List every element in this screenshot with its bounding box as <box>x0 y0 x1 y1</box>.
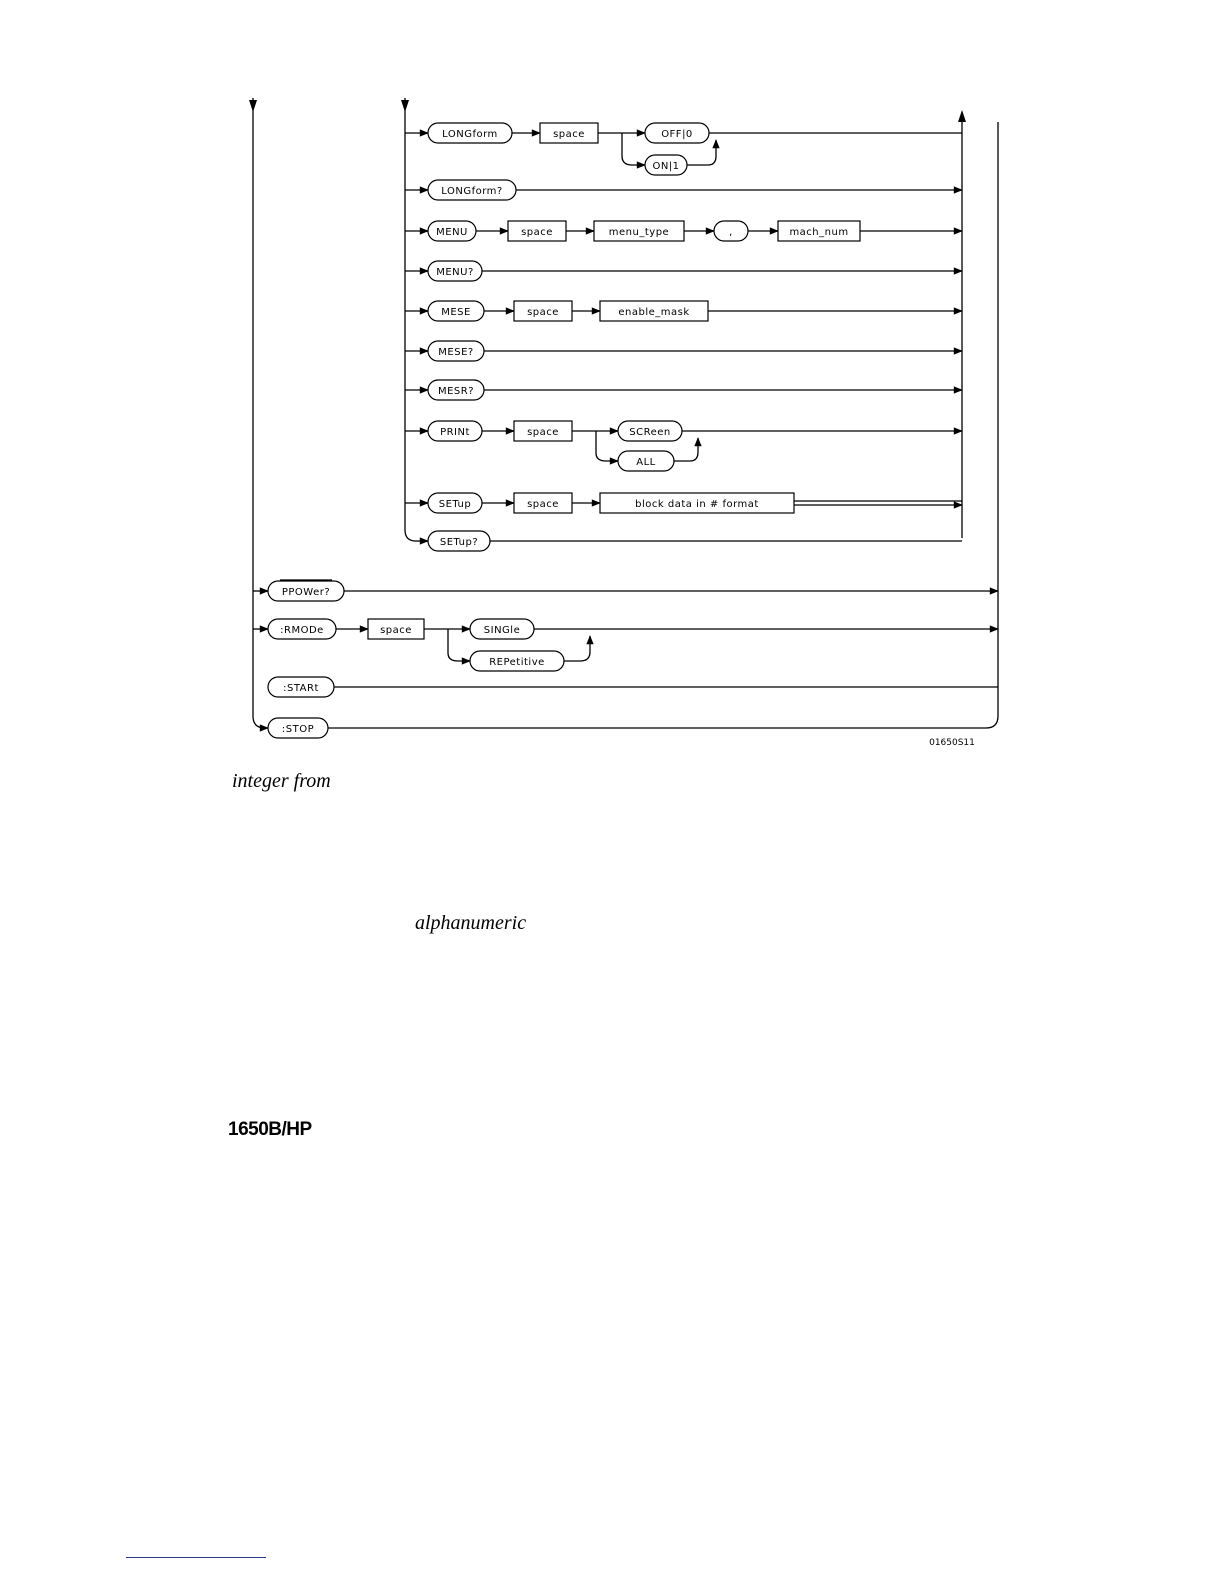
node-space-4-label: space <box>527 427 559 438</box>
node-all-label: ALL <box>636 457 656 468</box>
row-start <box>268 677 998 697</box>
row-rmode <box>253 619 998 671</box>
node-mese-query-label: MESE? <box>438 347 474 358</box>
node-space-5-label: space <box>527 499 559 510</box>
node-start-label: :STARt <box>283 683 319 694</box>
text-fragment-alphanumeric: alphanumeric <box>415 912 527 934</box>
node-comma-label: , <box>729 227 733 238</box>
row-mesr-query <box>405 380 962 400</box>
row-longform <box>405 123 962 175</box>
row-mese-query <box>405 341 962 361</box>
node-block-data-label: block data in # format <box>635 499 759 510</box>
down-arrow-icon <box>401 100 409 112</box>
node-mese-label: MESE <box>441 307 471 318</box>
node-space-2-label: space <box>521 227 553 238</box>
node-space-3-label: space <box>527 307 559 318</box>
row-longform-query <box>405 180 962 200</box>
node-print-label: PRINt <box>440 427 470 438</box>
row-mese <box>405 301 962 321</box>
node-setup-query-label: SETup? <box>439 537 479 548</box>
node-space-6-label: space <box>380 625 412 636</box>
node-stop-label: :STOP <box>281 724 315 735</box>
figure-id: 01650S11 <box>929 738 975 748</box>
row-menu <box>405 221 962 241</box>
row-menu-query <box>405 261 962 281</box>
up-arrow-icon <box>958 110 966 122</box>
node-enable-mask-label: enable_mask <box>618 307 690 318</box>
node-longform-query-label: LONGform? <box>441 186 503 197</box>
node-mach-num-label: mach_num <box>789 227 849 238</box>
footer-rule <box>126 1557 266 1558</box>
node-menu-label: MENU <box>436 227 468 238</box>
node-repetitive-label: REPetitive <box>489 657 545 668</box>
rails <box>249 98 998 728</box>
syntax-diagram <box>0 0 1224 760</box>
row-setup-query <box>416 531 962 551</box>
node-mesr-query-label: MESR? <box>437 386 475 397</box>
node-off0-label: OFF|0 <box>661 129 693 140</box>
down-arrow-icon <box>249 100 257 112</box>
node-rmode-label: :RMODe <box>280 625 324 636</box>
node-space-1-label: space <box>553 129 585 140</box>
row-ppower-query <box>253 580 998 601</box>
node-screen-label: SCReen <box>629 427 671 438</box>
node-longform-label: LONGform <box>442 129 498 140</box>
row-stop <box>265 718 986 738</box>
node-menu-query-label: MENU? <box>436 267 474 278</box>
node-menu-type-label: menu_type <box>608 227 670 238</box>
text-fragment-integer-from: integer from <box>232 770 331 792</box>
text-fragment-model: 1650B/HP <box>228 1119 312 1140</box>
node-single-label: SINGle <box>483 625 521 636</box>
node-on1-label: ON|1 <box>652 161 680 172</box>
node-setup-label: SETup <box>438 499 472 510</box>
row-print <box>405 421 962 471</box>
row-setup <box>405 493 962 513</box>
node-ppower-query-label: PPOWer? <box>281 587 331 598</box>
